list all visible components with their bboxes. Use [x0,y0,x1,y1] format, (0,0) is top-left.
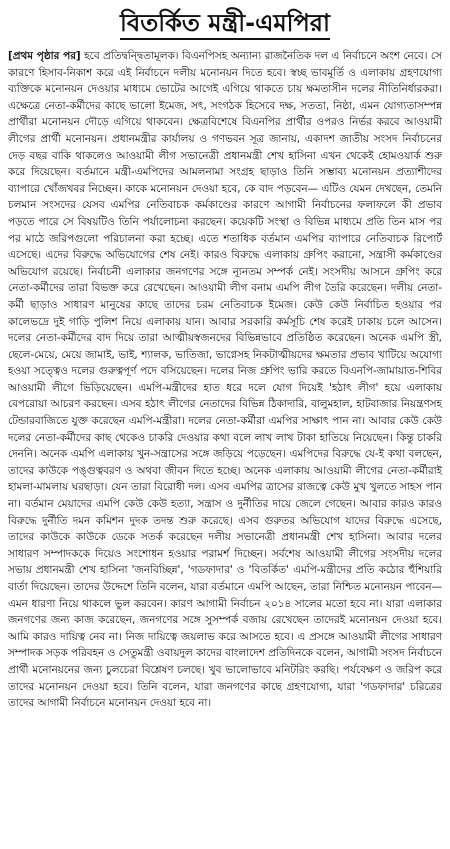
page-continuation-ref: [প্রথম পৃষ্ঠার পর] [8,50,81,62]
article-text: হবে প্রতিদ্বন্দ্বিতামূলক। বিএনপিসহ অন্যান্য রাজনৈতিক দল এ নির্বাচনে অংশ নেবে। সে কারণে হিসাব-নিকাশ করে এই নির্বাচনে দলীয় মনোনয়ন দিতে হবে। স্বচ্ছ ভাবমূর্তি ও এলাকায় গ্রহণযোগ্য ব্যক্তিকে মনোনয়ন দেওয়ার মাধ্যমে ভোটের আগেই এগিয়ে থাকতে চায় ক্ষমতাসীন দলের নীতিনির্ধারকরা। এক্ষেত্রে নেতা-কর্মীদের কাছে ভালো ইমেজ, সৎ, সংগঠক হিসেবে দক্ষ, সততা, নিষ্ঠা, এমন যোগ্যতাসম্পন্ন প্রার্থীরা মনোনয়ন দৌড়ে এগিয়ে থাকবেন। ক্ষেত্রবিশেষে বিএনপির প্রার্থীর ওপরও নির্ভর করবে আওয়ামী লীগের প্রার্থী মনোনয়ন। প্রধানমন্ত্রীর কার্যালয় ও গণভবন সূত্র জানায়, একাদশ জাতীয় সংসদ নির্বাচনের দেড় বছর বাকি থাকলেও আওয়ামী লীগ সভানেত্রী প্রধানমন্ত্রী শেখ হাসিনা এখন থেকেই হোমওয়ার্ক শুরু করে দিয়েছেন। বর্তমানে মন্ত্রী-এমপিদের আমলনামা সংগ্রহ ছাড়াও তিনি সম্ভাব্য মনোনয়ন প্রত্যাশীদের ব্যাপারে খোঁজখবর নিচ্ছেন। কাকে মনোনয়ন দেওয়া হবে, কে বাদ পড়বেন— এটিও যেমন দেখছেন, তেমনি চলমান সংসদের যেসব এমপির নেতিবাচক কর্মকাণ্ডের কারণে আগামী নির্বাচনের ফলাফলে কী প্রভাব পড়তে পারে সে বিষয়টিও তিনি পর্যালোচনা করছেন। কয়েকটি সংস্থা ও বিভিন্ন মাধ্যমে প্রতি তিন মাস পর পর মাঠে জরিপগুলো পরিচালনা করা হচ্ছে। এতে শতাধিক বর্তমান এমপির ব্যাপারে নেতিবাচক রিপোর্ট এসেছে। এদের বিরুদ্ধে অভিযোগের শেষ নেই। কারও বিরুদ্ধে এলাকায় গ্রুপিং করানো, সন্ত্রাসী কর্মকাণ্ডের অভিযোগ রয়েছে। নির্বাচনী এলাকার জনগণের সঙ্গে ন্যূনতম সম্পর্ক নেই। সংসদীয় আসনে গ্রুপিং করে নেতা-কর্মীদের তারা বিভক্ত করে রেখেছেন। আওয়ামী লীগ বনাম এমপি লীগ তৈরি করেছেন। দলীয় নেতা-কর্মী ছাড়াও সাধারণ মানুষের কাছে তাদের চরম নেতিবাচক ইমেজ। কেউ কেউ নির্বাচিত হওয়ার পর কালেভদ্রে দুই গাড়ি পুলিশ নিয়ে এলাকায় যান। আবার সরকারি কর্মসূচি শেষ করেই ঢাকায় চলে আসেন। দলের নেতা-কর্মীদের বাদ দিয়ে তারা আত্মীয়স্বজনদের বিভিন্নভাবে প্রতিষ্ঠিত করেছেন। অনেক এমপি স্ত্রী, ছেলে-মেয়ে, মেয়ে জামাই, ভাই, শ্যালক, ভাতিজা, ভাগ্নেসহ নিকটাত্মীয়দের ক্ষমতার প্রভাব খাটিয়ে অযোগ্য হওয়া সত্ত্বেও দলের গুরুত্বপূর্ণ পদে বসিয়েছেন। দলের নিজ গ্রুপিং ভারি করতে বিএনপি-জামায়াত-শিবির আওয়ামী লীগে ভিড়িয়েছেন। এমপি-মন্ত্রীদের হাত ধরে দলে যোগ দিয়েই 'হঠাৎ লীগ' হয়ে এলাকায় বেপরোয়া আচরণ করছেন। এসব হঠাৎ লীগের নেতাদের বিভিন্ন ঠিকাদারি, বালুমহাল, হাটবাজার নিয়ন্ত্রণসহ টেন্ডারবাজিতে যুক্ত করেছেন এমপি-মন্ত্রীরা। দলের নেতা-কর্মীরা এমপির সাক্ষাৎ পান না। আবার কেউ কেউ দলের নেতা-কর্মীদের কাছ থেকেও চাকরি দেওয়ার কথা বলে লাখ লাখ টাকা হাতিয়ে নিয়েছেন। কিন্তু চাকরি দেননি। অনেক এমপি এলাকায় খুন-সন্ত্রাসের সঙ্গে জড়িয়ে পড়েছেন। এমপিদের বিরুদ্ধে যে-ই কথা বলছেন, তাদের কাউকে পঙ্গুত্ববরণ ও অথবা জীবন দিতে হচ্ছে। অনেক এলাকায় আওয়ামী লীগের নেতা-কর্মীরাই হামলা-মামলায় ঘরছাড়া। যেন তারা বিরোধী দল। এসব এমপির ত্রাসের রাজত্বে কেউ মুখ খুলতে সাহস পান না। বর্তমান মেয়াদের এমপি কেউ কেউ হত্যা, সন্ত্রাস ও দুর্নীতির দায়ে জেলে গেছেন। আবার কারও কারও বিরুদ্ধে দুর্নীতি দমন কমিশন দুদক তদন্ত শুরু করেছে। এসব গুরুতর অভিযোগ যাদের বিরুদ্ধে এসেছে, তাদের কাউকে কাউকে ডেকে সতর্ক করেছেন দলীয় সভানেত্রী প্রধানমন্ত্রী শেখ হাসিনা। আবার দলের সাধারণ সম্পাদককে দিয়েও সংশোধন হওয়ার পরামর্শ দিচ্ছেন। সর্বশেষ আওয়ামী লীগের সংসদীয় দলের সভায় প্রধানমন্ত্রী শেখ হাসিনা 'জনবিচ্ছিন্ন', 'গডফাদার' ও 'বিতর্কিত' এমপি-মন্ত্রীদের প্রতি কঠোর হুঁশিয়ারি বার্তা দিয়েছেন। তাদের উদ্দেশে তিনি বলেন, যারা বর্তমানে এমপি আছেন, তারা নিশ্চিত মনোনয়ন পাবেন— এমন ধারণা নিয়ে থাকলে ভুল করবেন। কারণ আগামী নির্বাচন ২০১৪ সালের মতো হবে না। যারা এলাকার জনগণের জন্য কাজ করেছেন, জনগণের সঙ্গে সুসম্পর্ক বজায় রেখেছেন তাদেরই মনোনয়ন দেওয়া হবে। আমি কারও দায়িত্ব নেব না। নিজ দায়িত্বে জয়লাভ করে আসতে হবে। এ প্রসঙ্গে আওয়ামী লীগের সাধারণ সম্পাদক সড়ক পরিবহন ও সেতুমন্ত্রী ওবায়দুল কাদের বাংলাদেশ প্রতিদিনকে বলেন, আগামী সংসদ নির্বাচনে প্রার্থী মনোনয়নের জন্য চুলচেরা বিশ্লেষণ চলছে। খুব ভালোভাবে মনিটরিং করছি। পর্যবেক্ষণ ও জরিপ করে তাদের মনোনয়ন দেওয়া হবে। তিনি বলেন, যারা জনগণের কাছে গ্রহণযোগ্য, যারা 'গডফাদার' চরিত্রের তাদের আগামী নির্বাচনে মনোনয়ন দেওয়া হবে না। [8,50,442,710]
article-headline: বিতর্কিত মন্ত্রী-এমপিরা [120,8,330,40]
headline-container [8,6,442,42]
article-body [8,48,442,712]
